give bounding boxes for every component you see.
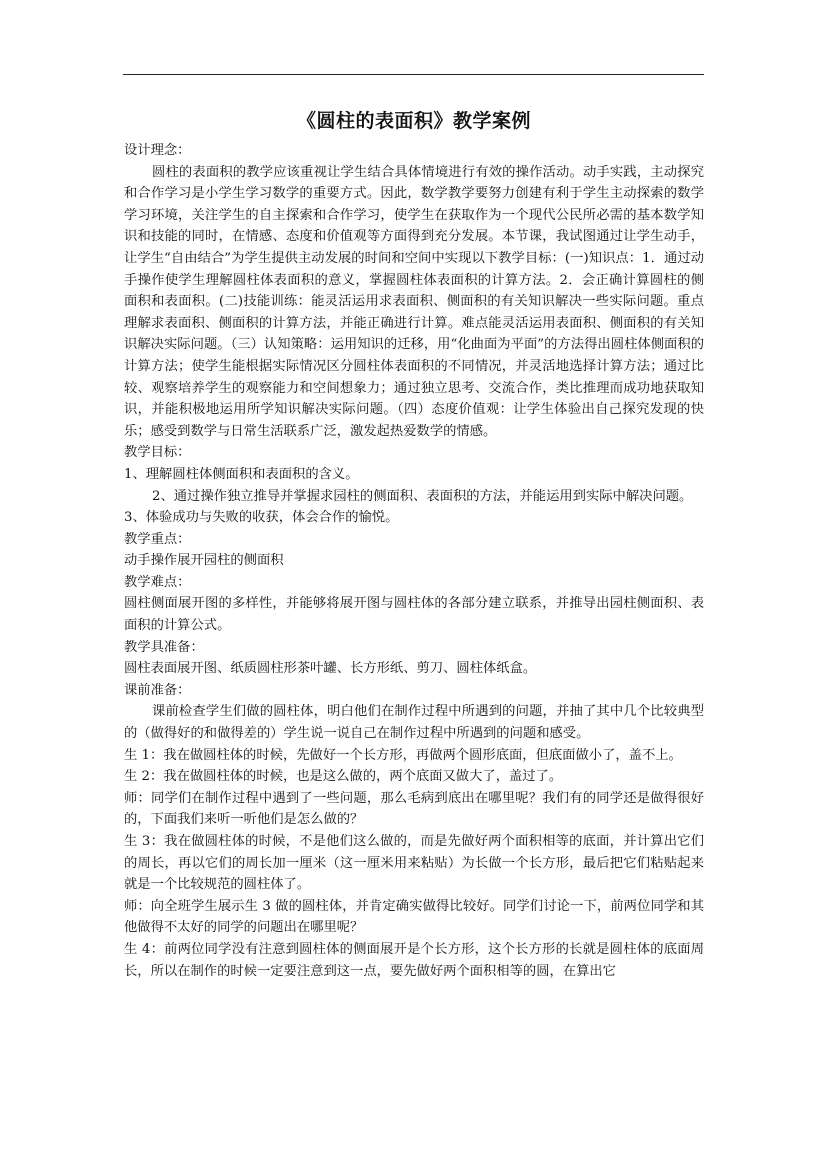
goal-item-1: 1、理解圆柱体侧面积和表面积的含义。 — [124, 466, 359, 482]
difficulty-body: 圆柱侧面展开图的多样性，并能够将展开图与圆柱体的各部分建立联系，并推导出园柱侧面积、表面积的计算公式。 — [124, 596, 704, 634]
goals-heading: 教学目标： — [124, 445, 191, 461]
dialogue-student-3: 生 3：我在做圆柱体的时候，不是他们这么做的，而是先做好两个面积相等的底面，并计算出它们的周长，再以它们的周长加一厘米（这一厘米用来粘贴）为长做一个长方形，最后把它们粘贴起来就是一个比较规范的圆柱体了。 — [124, 834, 704, 893]
dialogue-teacher-2: 师：向全班学生展示生 3 做的圆柱体，并肯定确实做得比较好。同学们讨论一下，前两位同学和其他做得不太好的同学的问题出在哪里呢？ — [124, 898, 704, 936]
document-body — [124, 108, 704, 982]
dialogue-student-4: 生 4：前两位同学没有注意到圆柱体的侧面展开是个长方形，这个长方形的长就是圆柱体的底面周长，所以在制作的时候一定要注意到这一点，要先做好两个面积相等的圆，在算出它 — [124, 941, 704, 979]
difficulty-heading: 教学难点： — [124, 574, 191, 590]
key-point-body: 动手操作展开园柱的侧面积 — [124, 553, 284, 569]
design-heading: 设计理念： — [124, 143, 191, 158]
tools-body: 圆柱表面展开图、纸质圆柱形茶叶罐、长方形纸、剪刀、圆柱体纸盒。 — [124, 661, 537, 677]
dialogue-teacher-1: 师：同学们在制作过程中遇到了一些问题，那么毛病到底出在哪里呢？我们有的同学还是做得很好的，下面我们来听一听他们是怎么做的？ — [124, 790, 704, 828]
prep-body: 课前检查学生们做的圆柱体，明白他们在制作过程中所遇到的问题，并抽了其中几个比较典型的（做得好的和做得差的）学生说一说自己在制作过程中所遇到的问题和感受。 — [124, 704, 704, 742]
document-title: 《圆柱的表面积》教学案例 — [296, 110, 531, 132]
design-paragraph: 圆柱的表面积的教学应该重视让学生结合具体情境进行有效的操作活动。动手实践，主动探究和合作学习是小学生学习数学的重要方式。因此，数学教学要努力创建有利于学生主动探索的数学学习环境，关注学生的自主探索和合作学习，使学生在获取作为一个现代公民所必需的基本数学知识和技能的同时，在情感、态度和价值观等方面得到充分发展。本节课，我试图通过让学生动手，让学生“自由结合”为学生提供主动发展的时间和空间中实现以下教学目标：(一)知识点：1．通过动手操作使学生理解圆柱体表面积的意义，掌握圆柱体表面积的计算方法。2．会正确计算圆柱的侧面积和表面积。(二)技能训练：能灵活运用求表面积、侧面积的有关知识解决一些实际问题。重点理解求表面积、侧面积的计算方法，并能正确进行计算。难点能灵活运用表面积、侧面积的有关知识解决实际问题。（三）认知策略：运用知识的迁移，用“化曲面为平面”的方法得出圆柱体侧面积的计算方法；使学生能根据实际情况区分圆柱体表面积的不同情况，并灵活地选择计算方法；通过比较、观察培养学生的观察能力和空间想象力；通过独立思考、交流合作，类比推理而成功地获取知识，并能积极地运用所学知识解决实际问题。（四）态度价值观：让学生体验出自己探究发现的快乐；感受到数学与日常生活联系广泛，激发起热爱数学的情感。 — [124, 164, 704, 439]
goal-item-3: 3、体验成功与失败的收获，体会合作的愉悦。 — [124, 510, 399, 526]
dialogue-student-1: 生 1：我在做圆柱体的时候，先做好一个长方形，再做两个圆形底面，但底面做小了，盖不上。 — [124, 747, 682, 763]
header-rule — [123, 74, 704, 75]
key-point-heading: 教学重点： — [124, 531, 191, 547]
tools-heading: 教学具准备： — [124, 639, 204, 655]
prep-heading: 课前准备： — [124, 682, 191, 698]
dialogue-student-2: 生 2：我在做圆柱体的时候，也是这么做的，两个底面又做大了，盖过了。 — [124, 769, 563, 785]
goal-item-2: 2、通过操作独立推导并掌握求园柱的侧面积、表面积的方法，并能运用到实际中解决问题。 — [152, 488, 693, 504]
